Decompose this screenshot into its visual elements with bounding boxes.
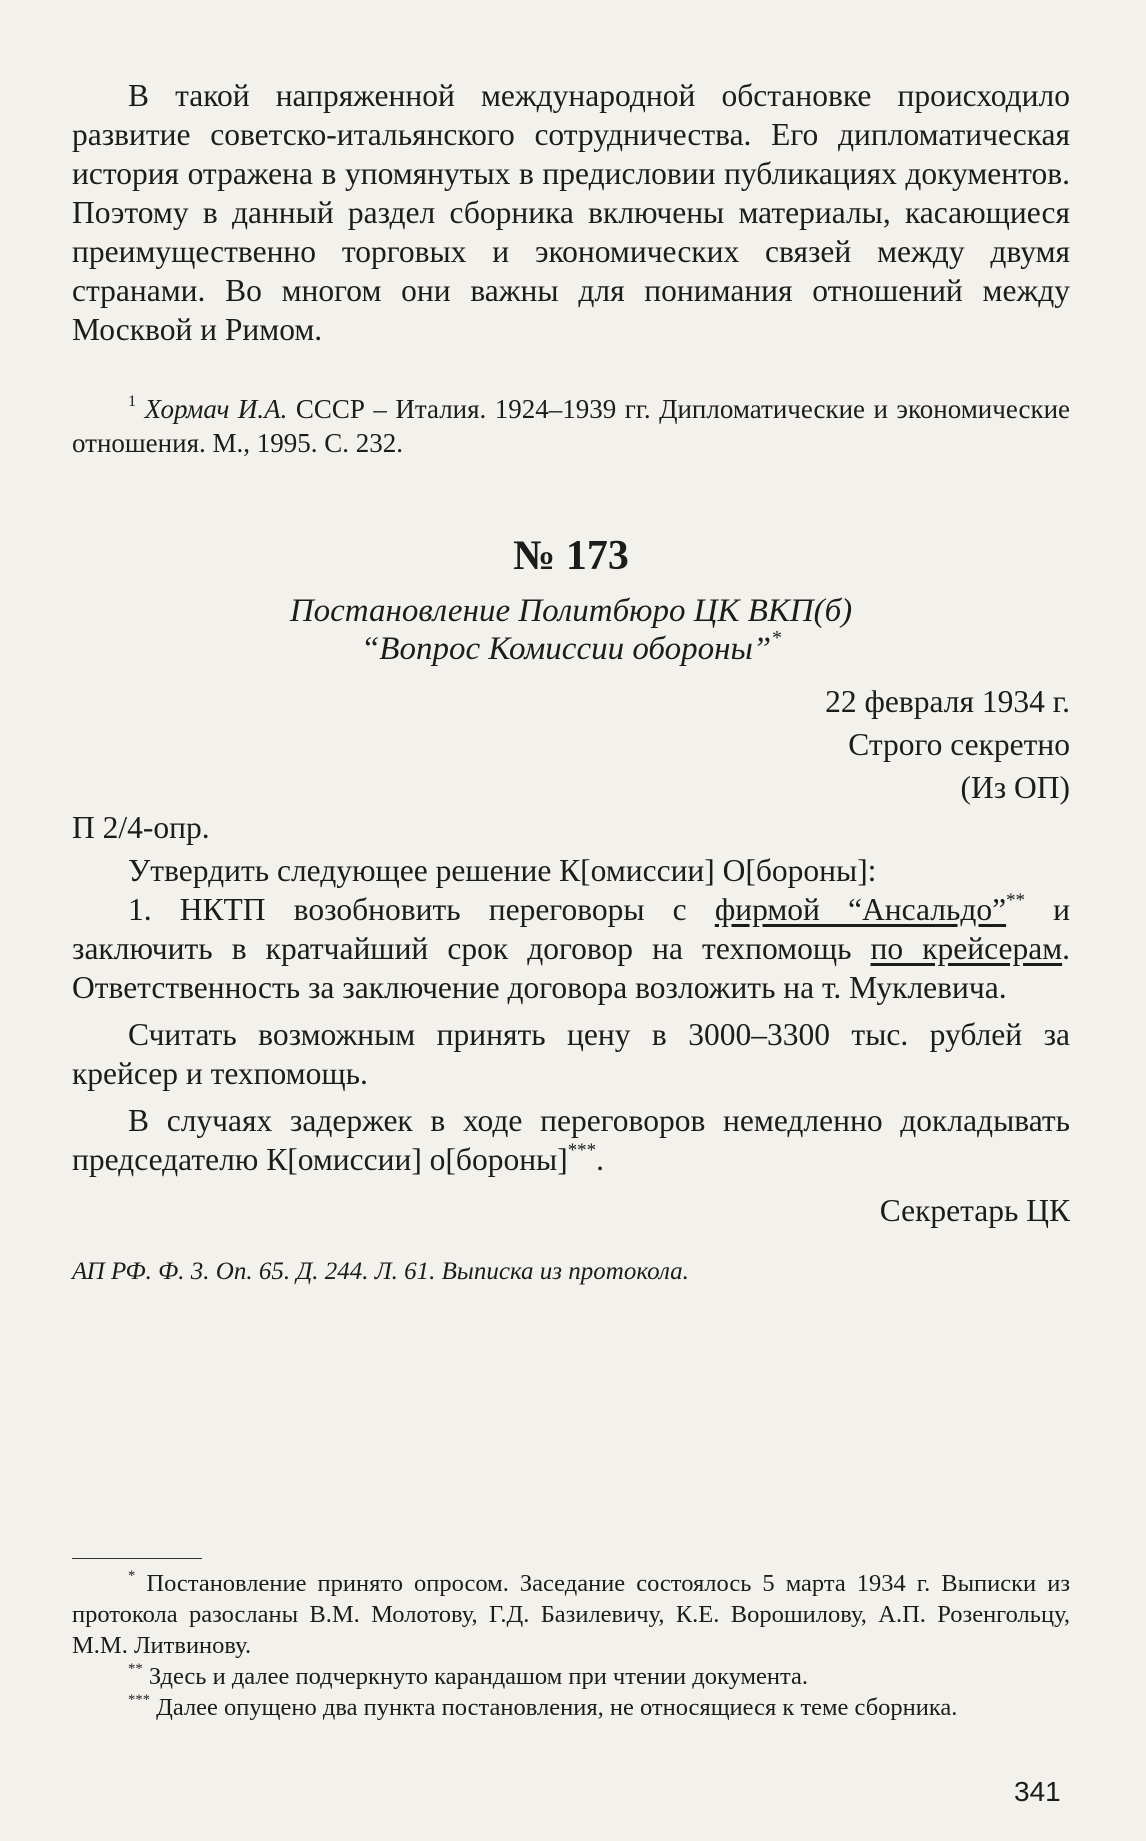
item1-firm-underlined: фирмой “Ансальдо” [714, 892, 1007, 927]
delay-paragraph [72, 1101, 1070, 1179]
footnote-divider [72, 1558, 202, 1559]
footnote-star-3 [72, 1692, 1070, 1723]
footnote-star-1-mark: * [128, 1567, 136, 1584]
intro-footnote [72, 392, 1070, 460]
footnote-star-2 [72, 1661, 1070, 1692]
footnote-1 [72, 392, 1070, 460]
footnote-star-3-mark: *** [128, 1691, 151, 1708]
document-date: 22 февраля 1934 г. [825, 684, 1070, 719]
item1-part3: . Ответственность за заключение договора возложить на т. Муклевича. [72, 931, 1070, 1005]
footnote-star-2-mark: ** [128, 1660, 143, 1677]
protocol-number: П 2/4-опр. [72, 810, 210, 845]
intro-section [72, 76, 1070, 349]
page-number: 341 [1014, 1776, 1061, 1807]
footnote-1-author: Хормач И.А. [144, 394, 288, 424]
footnotes-section [72, 1568, 1070, 1723]
footnote-star-1-text: Постановление принято опросом. Заседание состоялось 5 марта 1934 г. Выписки из протокола разосланы В.М. Молотову, Г.Д. Базилевичу, К.Е. Ворошилову, А.П. Розенгольцу, М.М. Литвинову. [72, 1570, 1070, 1659]
resolution-body [72, 808, 1070, 1230]
item1-part2: и заключить в кратчайший срок договор на техпомощь [72, 892, 1071, 966]
document-title-line2-text: “Вопрос Комиссии обороны” [360, 631, 772, 667]
document-source-note: (Из ОП) [960, 770, 1070, 805]
document-number-block [72, 532, 1070, 580]
document-title-line1: Постановление Политбюро ЦК ВКП(б) [289, 593, 853, 629]
footnote-1-marker: 1 [128, 391, 137, 410]
archive-reference: АП РФ. Ф. 3. Оп. 65. Д. 244. Л. 61. Выписка из протокола. [72, 1258, 689, 1285]
footnote-star-2-text: Здесь и далее подчеркнуто карандашом при чтении документа. [142, 1663, 808, 1690]
document-meta [72, 682, 1070, 807]
decision-intro: Утвердить следующее решение К[омиссии] О[бороны]: [128, 853, 877, 888]
footnote-1-text: СССР – Италия. 1924–1939 гг. Дипломатические и экономические отношения. М., 1995. С. 232. [72, 394, 1071, 458]
signature: Секретарь ЦК [879, 1193, 1070, 1228]
footnote-star-3-text: Далее опущено два пункта постановления, не относящиеся к теме сборника. [150, 1694, 958, 1721]
item1-cruisers-underlined: по крейсерам [870, 931, 1063, 966]
decision-item-1 [72, 890, 1070, 1007]
delay-text: В случаях задержек в ходе переговоров немедленно докладывать председателю К[омиссии] о[бороны] [72, 1103, 1070, 1177]
price-paragraph: Считать возможным принять цену в 3000–3300 тыс. рублей за крейсер и техпомощь. [72, 1017, 1070, 1091]
document-title-line2 [72, 627, 1070, 668]
document-title-block [72, 592, 1070, 668]
delay-mark: *** [567, 1139, 597, 1161]
footnote-star-1 [72, 1568, 1070, 1661]
document-number: № 173 [513, 533, 629, 579]
delay-end: . [596, 1142, 604, 1177]
intro-paragraph: В такой напряженной международной обстановке происходило развитие советско-итальянского сотрудничества. Его дипломатическая история отражена в упомянутых в предисловии публикациях документов. Поэтому в данный раздел сборника включены материалы, касающиеся преимущественно торговых и экономических связей между двумя странами. Во многом они важны для понимания отношений между Москвой и Римом. [72, 78, 1070, 347]
document-classification: Строго секретно [848, 727, 1070, 762]
document-title-mark: * [771, 627, 782, 650]
item1-part1: 1. НКТП возобновить переговоры с [128, 892, 715, 927]
archive-block [72, 1258, 1070, 1286]
item1-mark: ** [1006, 889, 1025, 911]
